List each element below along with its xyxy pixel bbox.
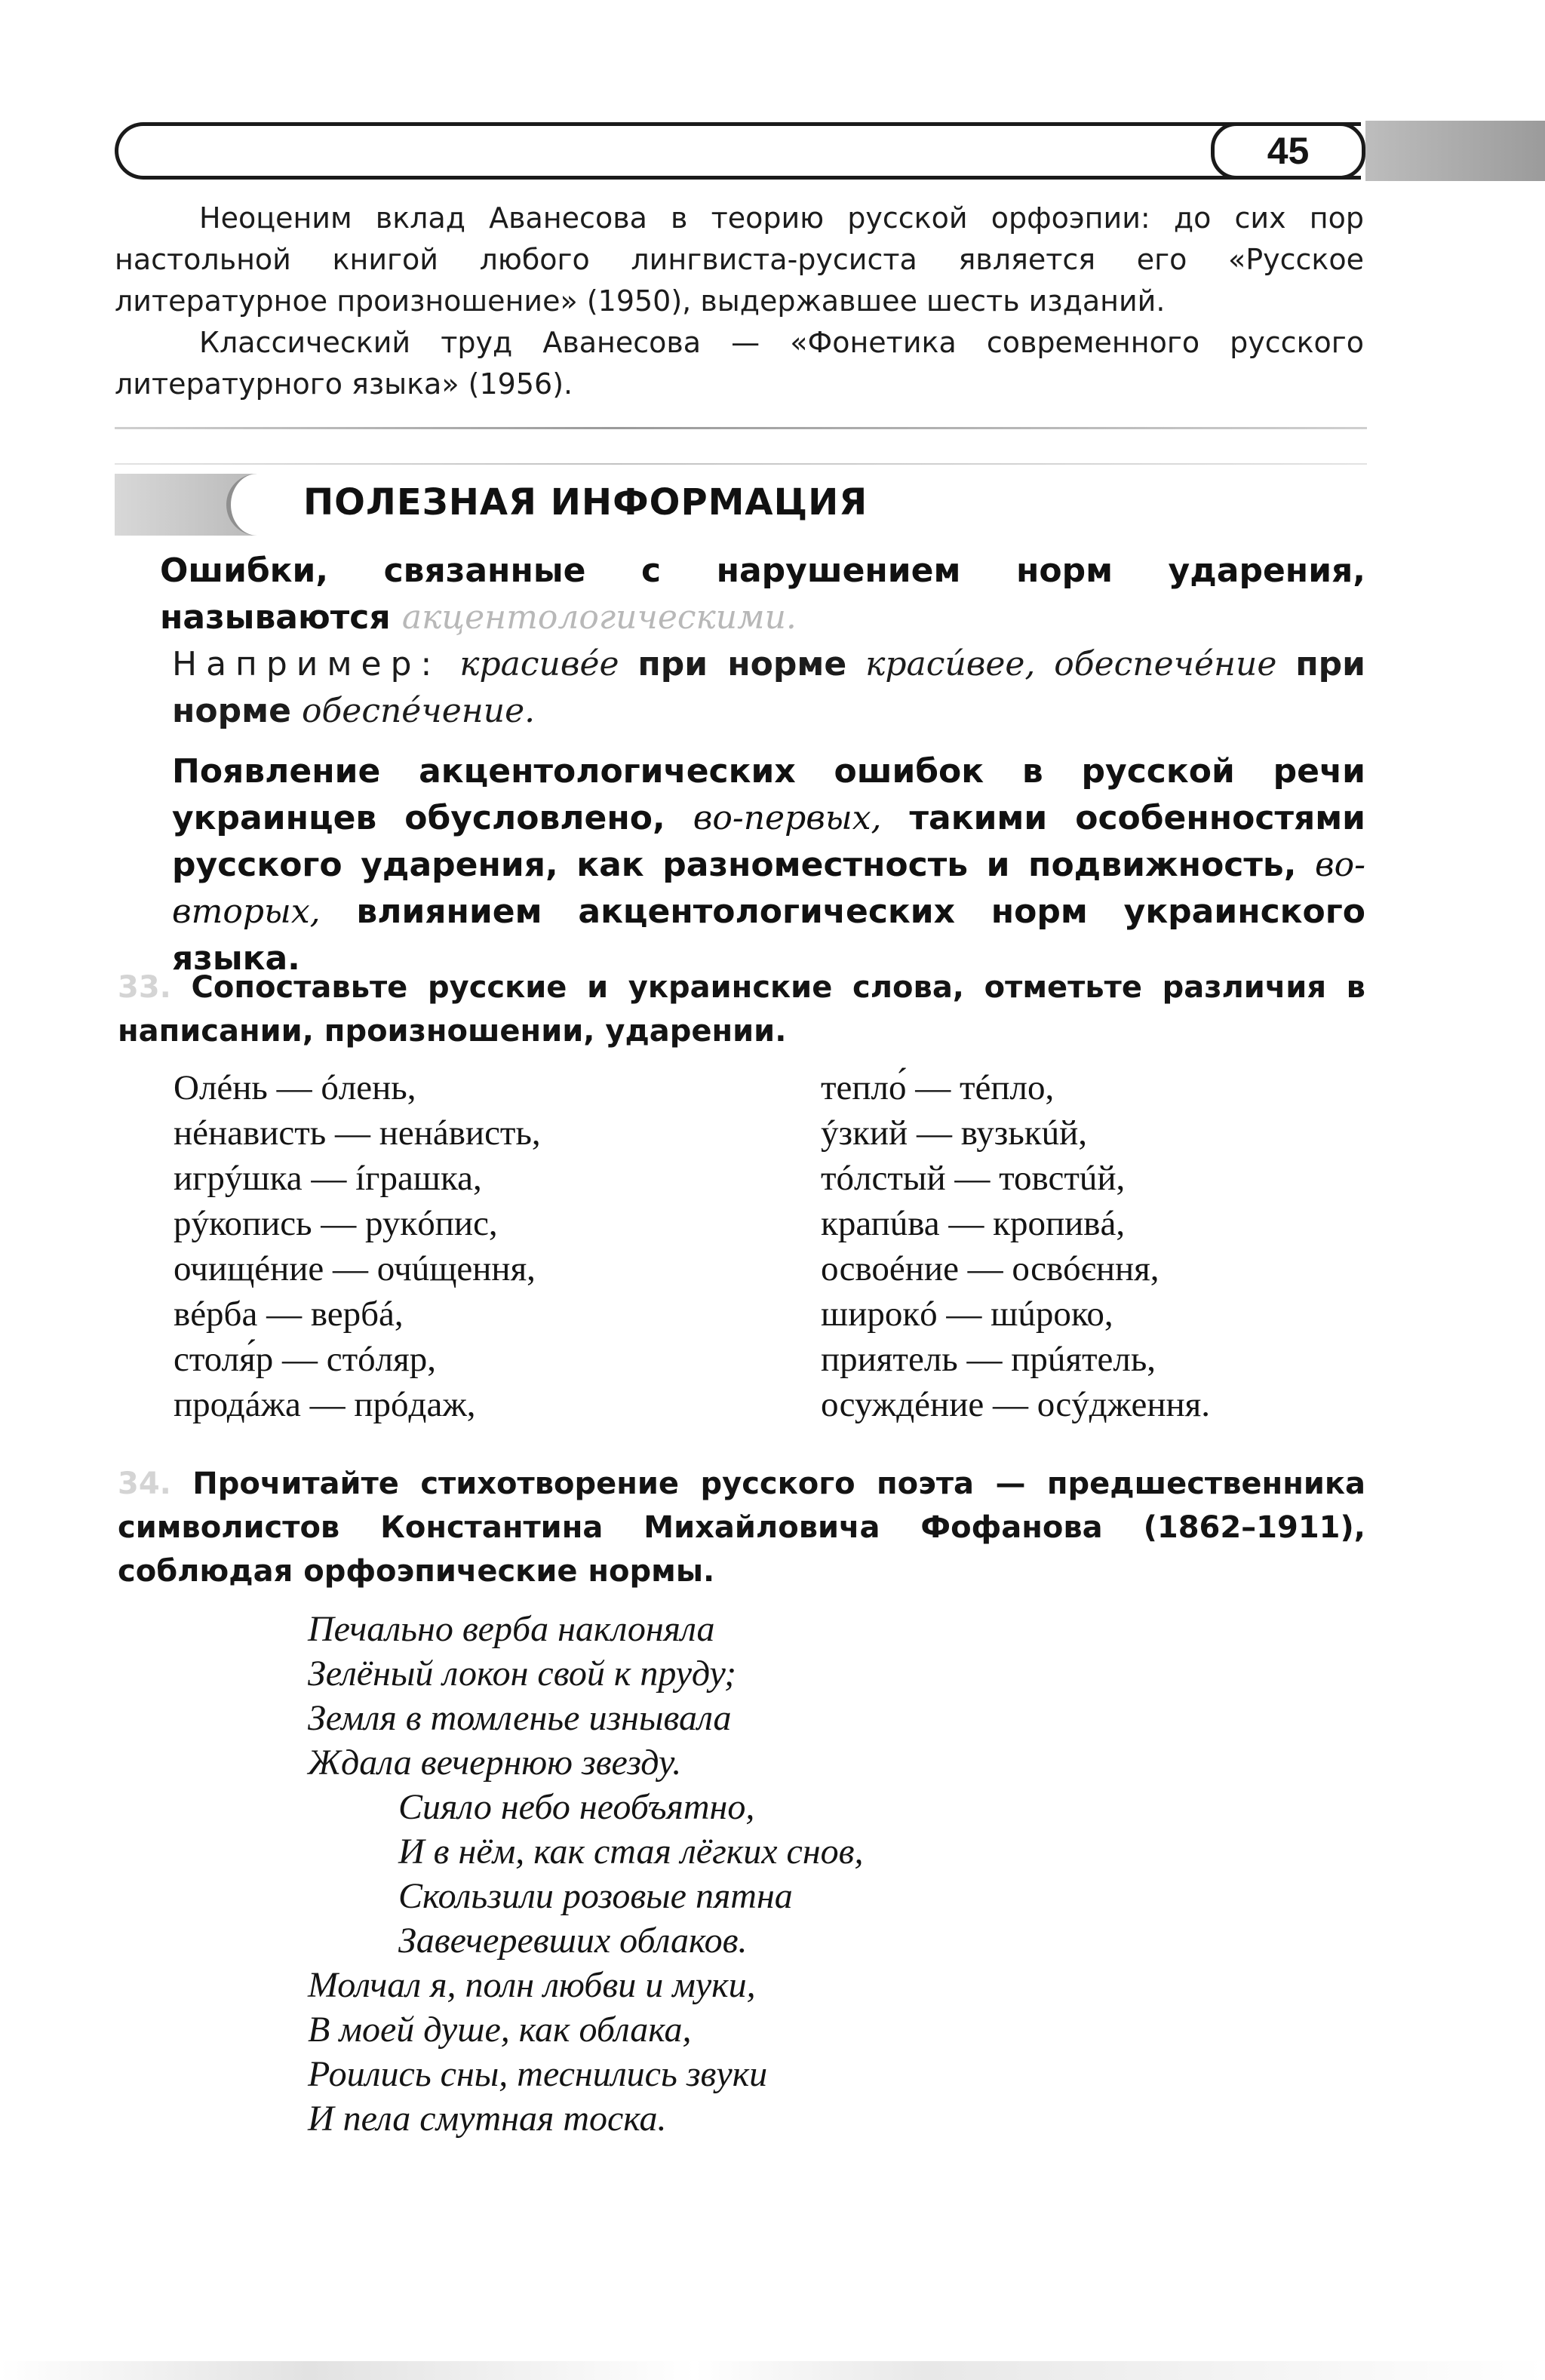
cause-second: во-вторых, — [172, 846, 1365, 931]
word-pair: продáжа — прóдаж, — [174, 1385, 476, 1424]
word-pair: нéнависть — ненáвисть, — [174, 1113, 541, 1153]
cause-block — [172, 748, 1365, 982]
poem-line: Завечеревших облаков. — [398, 1921, 748, 1961]
poem-line: Земля в томленье изнывала — [308, 1698, 732, 1738]
poem-line: Сияло небо необъятно, — [398, 1787, 755, 1827]
intro-text — [115, 198, 1364, 405]
example-word-1: красивée — [459, 645, 619, 683]
example-block — [172, 641, 1365, 735]
word-list-right — [821, 1065, 1210, 1427]
cause-first: во-первых, — [693, 799, 882, 837]
poem-line: Печально верба наклоняла — [308, 1609, 715, 1649]
poem-line: И пела смутная тоска. — [308, 2099, 667, 2139]
exercise-33-number: 33. — [118, 970, 171, 1005]
poem-line: Зелёный локон свой к пруду; — [308, 1654, 736, 1694]
page-number: 45 — [1211, 122, 1365, 180]
definition-term: акцентологическими. — [401, 598, 797, 637]
word-pair: очищéние — очúщення, — [174, 1249, 536, 1288]
poem-line: Молчал я, полн любви и муки, — [308, 1965, 756, 2005]
intro-paragraph-2: Классический труд Аванесова — «Фонетика современного русского литературного языка» (1956). — [115, 326, 1364, 401]
intro-paragraph-1: Неоценим вклад Аванесова в теорию русской орфоэпии: до сих пор настольной книгой любого лингвиста-русиста является его «Русское литературное произношение» (1950), выдержавшее шесть изданий. — [115, 201, 1364, 318]
word-pair: Олéнь — óлень, — [174, 1068, 416, 1107]
example-norm-1: красúвее, — [865, 645, 1036, 683]
example-lead: Например: — [172, 645, 441, 683]
word-pair: рýкопись — рукóпис, — [174, 1204, 498, 1243]
example-paragraph — [172, 641, 1365, 735]
word-pair: крапúва — кропивá, — [821, 1204, 1126, 1243]
word-pair: освоéние — освóєння, — [821, 1249, 1160, 1288]
cause-part-2: такими особенностями русского ударения, как разноместность и подвижность, — [172, 799, 1366, 884]
poem-line: И в нём, как стая лёгких снов, — [398, 1832, 864, 1872]
header-shade — [1365, 121, 1545, 181]
word-pair: тепло́ — тéпло, — [821, 1068, 1055, 1107]
poem-line: Скользили розовые пятна — [398, 1876, 793, 1916]
section-heading-bracket — [226, 474, 309, 536]
exercise-34-number: 34. — [118, 1466, 171, 1501]
definition-block — [160, 548, 1365, 641]
word-pair: игрýшка — íграшка, — [174, 1159, 482, 1198]
definition-text: Ошибки, связанные с нарушением норм ударения, называются — [160, 551, 1365, 637]
example-norm-label-1: при норме — [637, 645, 847, 683]
word-pair: осуждéние — осýдження. — [821, 1385, 1211, 1424]
exercise-33-task — [118, 966, 1365, 1053]
divider-rule — [115, 427, 1367, 429]
divider-rule-2 — [115, 463, 1367, 465]
section-title: ПОЛЕЗНАЯ ИНФОРМАЦИЯ — [303, 481, 868, 524]
cause-paragraph — [172, 748, 1365, 982]
example-norm-label-2: при норме — [172, 645, 1365, 730]
exercise-34-task — [118, 1462, 1365, 1593]
exercise-34-text: Прочитайте стихотворение русского поэта — предшественника символистов Константина Михайловича Фофанова (1862–1911), соблюдая орфоэпические нормы. — [118, 1466, 1365, 1589]
example-norm-2: обеспéчение. — [301, 692, 536, 730]
cause-part-3: влиянием акцентологических норм украинского языка. — [172, 892, 1365, 978]
poem-line: В моей душе, как облака, — [308, 2010, 692, 2050]
word-pair: широкó — шúроко, — [821, 1294, 1113, 1334]
exercise-33 — [118, 966, 1365, 1053]
word-pair: тóлстый — товстúй, — [821, 1159, 1126, 1198]
poem — [308, 1607, 864, 2141]
word-pair: столя́р — стóляр, — [174, 1340, 436, 1379]
word-pair: ýзкий — вузькúй, — [821, 1113, 1088, 1153]
word-list-left — [174, 1065, 541, 1427]
header-frame — [115, 122, 1361, 180]
cause-part-1: Появление акцентологических ошибок в русской речи украинцев обусловлено, — [172, 752, 1365, 837]
word-pair: вéрба — вербá, — [174, 1294, 404, 1334]
word-pair: приятель — прúятель, — [821, 1340, 1156, 1379]
example-word-2: обеспечéние — [1054, 645, 1277, 683]
definition-paragraph — [160, 548, 1365, 641]
exercise-33-text: Сопоставьте русские и украинские слова, отметьте различия в написании, произношении, ударении. — [118, 970, 1365, 1049]
poem-line: Роились сны, теснились звуки — [308, 2054, 768, 2094]
scan-edge — [0, 2361, 1545, 2380]
poem-line: Ждала вечернюю звезду. — [308, 1743, 682, 1783]
exercise-34 — [118, 1462, 1365, 1593]
